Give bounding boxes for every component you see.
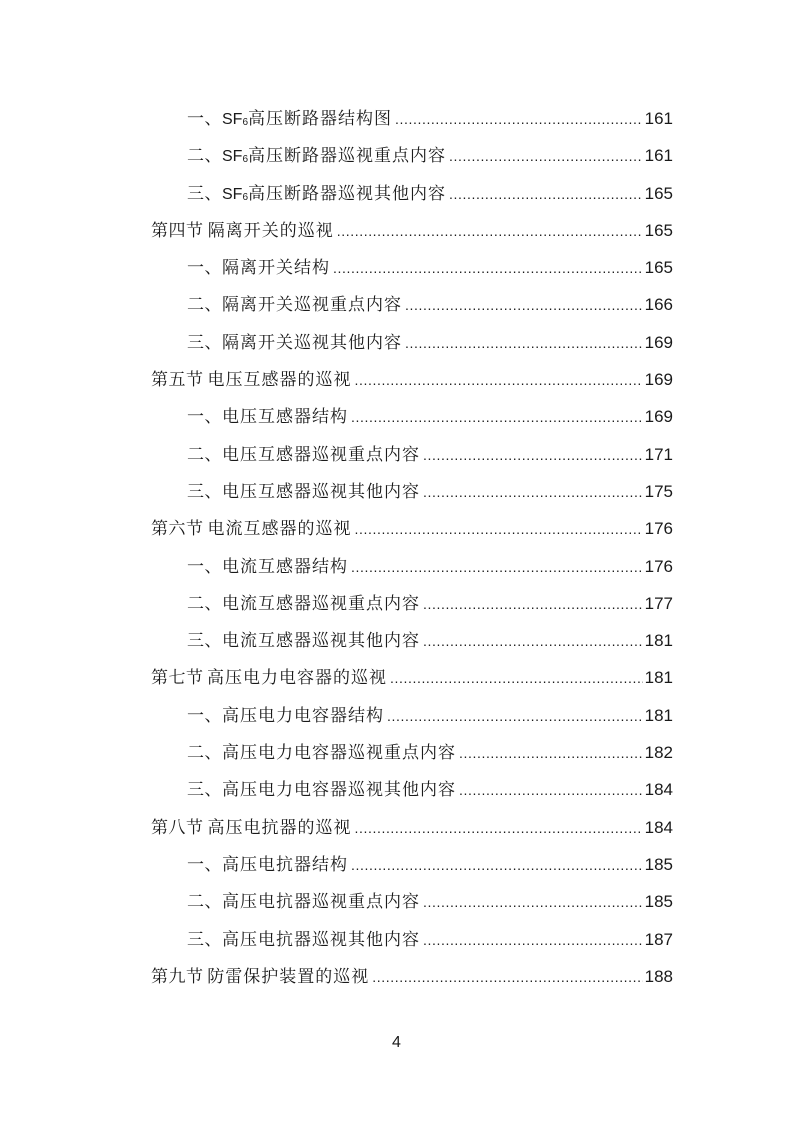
toc-entry-title: 电压互感器的巡视: [207, 370, 352, 391]
toc-entry[interactable]: [151, 440, 673, 477]
toc-entry-number: 第五节: [151, 370, 204, 391]
toc-entry[interactable]: [151, 626, 673, 663]
toc-entry[interactable]: [151, 887, 673, 924]
toc-entry-title: 高压电抗器结构: [222, 854, 348, 875]
toc-entry[interactable]: [151, 552, 673, 589]
dot-leader: [423, 589, 643, 619]
toc-entry[interactable]: [151, 179, 673, 216]
dot-leader: [351, 402, 643, 432]
toc-section-heading[interactable]: [151, 216, 673, 253]
dot-leader: [449, 141, 643, 171]
toc-entry-number: 一、: [187, 109, 222, 129]
toc-entry-page: 182: [644, 743, 673, 763]
dot-leader: [390, 663, 643, 693]
toc-entry[interactable]: [151, 925, 673, 962]
toc-entry-title: 高压断路器巡视重点内容: [248, 146, 447, 167]
dot-leader: [459, 738, 643, 768]
toc-entry[interactable]: [151, 775, 673, 812]
toc-entry-page: 184: [644, 780, 673, 800]
table-of-contents: [151, 104, 673, 999]
toc-entry-number: 一、: [187, 556, 222, 577]
toc-entry-title: 电流互感器结构: [222, 556, 348, 577]
toc-entry-page: 169: [644, 370, 673, 390]
dot-leader: [351, 552, 643, 582]
toc-entry-prefix: [222, 180, 248, 213]
toc-entry-number: 二、: [187, 444, 222, 465]
toc-entry-prefix: [222, 105, 248, 138]
dot-leader: [395, 104, 643, 134]
dot-leader: [423, 887, 643, 917]
toc-entry-number: 第八节: [151, 817, 204, 838]
toc-entry-number: 三、: [187, 631, 222, 652]
toc-entry-title: 高压电抗器巡视其他内容: [222, 929, 420, 950]
toc-entry-title: 高压电抗器的巡视: [207, 817, 352, 838]
dot-leader: [372, 962, 642, 992]
toc-entry[interactable]: [151, 850, 673, 887]
toc-entry-page: 165: [644, 183, 673, 203]
toc-entry-page: 166: [644, 295, 673, 315]
toc-entry[interactable]: [151, 589, 673, 626]
toc-entry-number: 二、: [187, 593, 222, 614]
toc-entry-number: 二、: [187, 892, 222, 913]
toc-entry-number: 第六节: [151, 519, 204, 540]
dot-leader: [355, 514, 643, 544]
toc-entry-page: 169: [644, 407, 673, 427]
toc-entry-page: 187: [644, 929, 673, 949]
toc-entry-page: 176: [644, 556, 673, 576]
toc-entry-number: 一、: [187, 705, 222, 726]
toc-entry-number: 第九节: [151, 966, 204, 987]
toc-entry-title: 高压电力电容器巡视其他内容: [222, 780, 456, 801]
toc-entry-number: 三、: [187, 929, 222, 950]
toc-entry-page: 161: [644, 146, 673, 166]
toc-entry[interactable]: [151, 290, 673, 327]
toc-entry-number: 三、: [187, 332, 222, 353]
toc-entry-number: 二、: [187, 146, 222, 167]
dot-leader: [423, 477, 643, 507]
toc-entry[interactable]: [151, 738, 673, 775]
toc-entry-title: 电流互感器的巡视: [207, 519, 352, 540]
toc-entry-number: 三、: [187, 481, 222, 502]
toc-entry-page: 177: [644, 593, 673, 613]
toc-entry-page: 169: [644, 332, 673, 352]
toc-entry-title: 高压电抗器巡视重点内容: [222, 892, 420, 913]
toc-entry-page: 171: [644, 444, 673, 464]
dot-leader: [459, 775, 643, 805]
toc-entry-number: 一、: [187, 258, 222, 279]
dot-leader: [355, 365, 643, 395]
toc-entry[interactable]: [151, 328, 673, 365]
page-number: 4: [392, 1034, 401, 1051]
toc-entry-title: 隔离开关巡视其他内容: [222, 332, 402, 353]
sf-subscript: 6: [242, 117, 249, 128]
dot-leader: [423, 925, 643, 955]
dot-leader: [423, 440, 643, 470]
toc-entry-title: 高压电力电容器结构: [222, 705, 384, 726]
toc-entry[interactable]: [151, 402, 673, 439]
toc-entry-number: 二、: [187, 743, 222, 764]
toc-entry-number: 二、: [187, 295, 222, 316]
sf-subscript: 6: [242, 154, 249, 166]
toc-entry-number: 第四节: [151, 220, 204, 241]
toc-entry-page: 181: [644, 668, 673, 688]
sf-label: SF: [222, 185, 243, 203]
dot-leader: [423, 626, 643, 656]
dot-leader: [337, 216, 643, 246]
toc-entry[interactable]: [151, 253, 673, 290]
dot-leader: [387, 701, 643, 731]
toc-entry[interactable]: [151, 477, 673, 514]
toc-entry-page: 161: [644, 109, 673, 128]
toc-entry-page: 175: [644, 481, 673, 501]
dot-leader: [333, 253, 643, 283]
toc-entry[interactable]: [151, 141, 673, 178]
toc-entry-page: 165: [644, 220, 673, 240]
toc-entry-title: 高压电力电容器巡视重点内容: [222, 743, 456, 764]
toc-entry-page: 181: [644, 631, 673, 651]
toc-entry-title: 电压互感器结构: [222, 407, 348, 428]
toc-entry-page: 184: [644, 817, 673, 837]
toc-entry-title: 隔离开关巡视重点内容: [222, 295, 402, 316]
toc-entry-number: 三、: [187, 780, 222, 801]
toc-section-heading[interactable]: [151, 514, 673, 551]
dot-leader: [449, 179, 643, 209]
dot-leader: [355, 813, 643, 843]
toc-entry-title: 电压互感器巡视其他内容: [222, 481, 420, 502]
sf-label: SF: [222, 111, 243, 128]
toc-entry-page: 176: [644, 519, 673, 539]
dot-leader: [405, 290, 643, 320]
toc-entry-page: 181: [644, 705, 673, 725]
toc-section-heading[interactable]: [151, 663, 673, 700]
toc-entry-number: 一、: [187, 407, 222, 428]
toc-entry-title: 防雷保护装置的巡视: [207, 966, 370, 987]
toc-entry-title: 高压断路器巡视其他内容: [248, 183, 447, 204]
toc-entry-title: 电压互感器巡视重点内容: [222, 444, 420, 465]
toc-entry-title: 电流互感器巡视重点内容: [222, 593, 420, 614]
toc-entry-number: 一、: [187, 854, 222, 875]
toc-entry[interactable]: [151, 104, 673, 141]
toc-entry-number: 三、: [187, 183, 222, 204]
toc-entry-page: 185: [644, 854, 673, 874]
toc-entry-prefix: [222, 142, 248, 175]
toc-section-heading[interactable]: [151, 365, 673, 402]
toc-section-heading[interactable]: [151, 813, 673, 850]
toc-section-heading[interactable]: [151, 962, 673, 999]
toc-entry-page: 165: [644, 258, 673, 278]
dot-leader: [351, 850, 643, 880]
toc-entry-title: 隔离开关的巡视: [207, 220, 334, 241]
toc-entry-title: 隔离开关结构: [222, 258, 330, 279]
toc-entry-number: 第七节: [151, 668, 204, 689]
toc-entry-page: 188: [644, 966, 673, 986]
sf-subscript: 6: [242, 191, 249, 203]
dot-leader: [405, 328, 643, 358]
toc-entry[interactable]: [151, 701, 673, 738]
toc-entry-title: 高压电力电容器的巡视: [207, 668, 388, 689]
toc-entry-title: 高压断路器结构图: [248, 109, 393, 129]
toc-entry-title: 电流互感器巡视其他内容: [222, 631, 420, 652]
sf-label: SF: [222, 148, 243, 166]
toc-entry-page: 185: [644, 892, 673, 912]
